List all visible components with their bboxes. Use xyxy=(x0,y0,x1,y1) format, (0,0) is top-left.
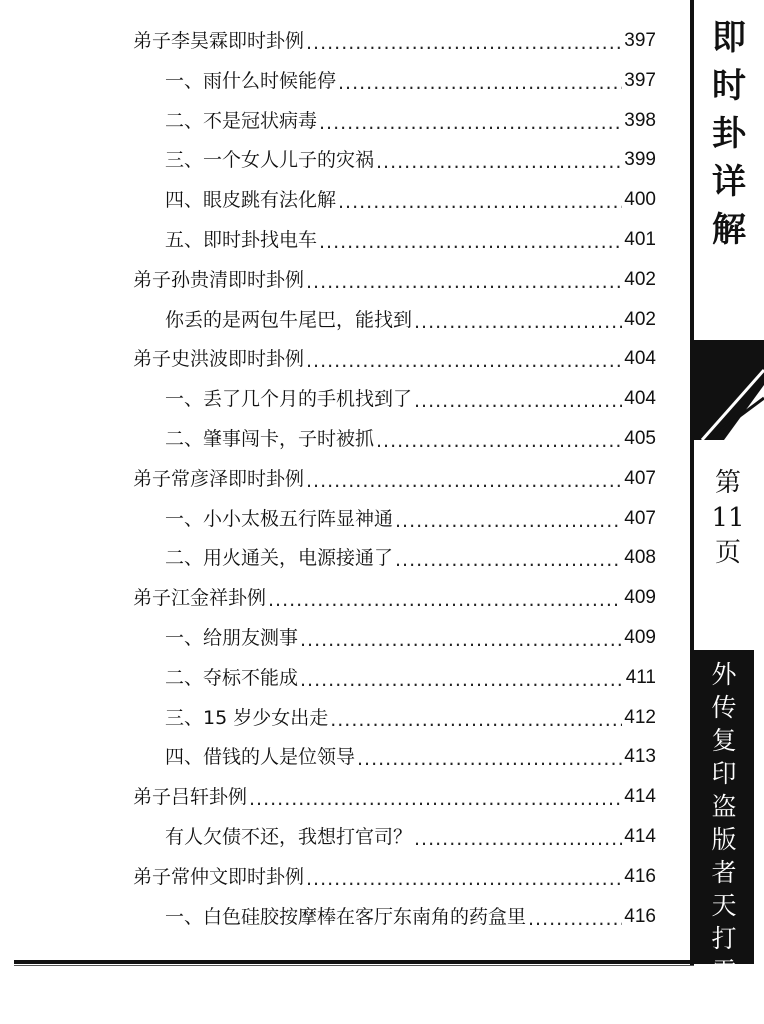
notice-char: 印 xyxy=(711,759,737,788)
toc-subentry xyxy=(165,385,656,411)
toc-subentry xyxy=(165,107,656,133)
copyright-notice-text xyxy=(700,658,748,1021)
toc-entry-title: 弟子吕轩卦例 xyxy=(133,786,248,809)
toc-leader-dots xyxy=(376,152,622,172)
toc-page-number: 412 xyxy=(624,706,656,728)
toc-section-entry xyxy=(133,863,656,889)
toc-page-number: 397 xyxy=(624,30,656,51)
toc-page-number: 409 xyxy=(624,627,656,648)
toc-subentry xyxy=(165,505,656,531)
toc-entry-title: 二、用火通关，电源接通了 xyxy=(165,547,394,570)
toc-leader-dots xyxy=(414,829,622,849)
toc-leader-dots xyxy=(395,511,622,531)
toc-subentry xyxy=(165,226,656,252)
toc-entry-title: 一、丢了几个月的手机找到了 xyxy=(165,388,413,411)
bottom-rule-thin xyxy=(14,965,694,966)
title-char: 时 xyxy=(712,66,746,106)
toc-leader-dots xyxy=(268,590,622,610)
toc-page-number: 414 xyxy=(624,786,656,808)
toc-page-number: 416 xyxy=(624,905,656,927)
page-label-char: 第 xyxy=(714,468,741,498)
toc-leader-dots xyxy=(319,232,622,252)
toc-leader-dots xyxy=(306,869,622,889)
toc-page-number: 401 xyxy=(624,229,656,250)
bottom-rule xyxy=(14,960,694,964)
toc-leader-dots xyxy=(376,431,622,451)
toc-subentry xyxy=(165,67,656,93)
toc-subentry xyxy=(165,823,656,849)
toc-leader-dots xyxy=(319,113,622,133)
toc-section-entry xyxy=(133,465,656,491)
toc-entry-title: 四、眼皮跳有法化解 xyxy=(165,189,337,212)
toc-subentry xyxy=(165,146,656,172)
notice-char: 版 xyxy=(711,825,737,854)
toc-page-number: 414 xyxy=(624,826,656,847)
toc-page-number: 404 xyxy=(624,388,656,410)
toc-entry-title: 弟子常仲文即时卦例 xyxy=(133,865,305,888)
toc-page-number: 408 xyxy=(624,547,656,569)
toc-page-number: 398 xyxy=(624,109,656,131)
toc-leader-dots xyxy=(306,272,622,292)
toc-subentry xyxy=(165,704,656,730)
toc-section-entry xyxy=(133,266,656,292)
copyright-notice-panel xyxy=(694,650,754,1019)
toc-leader-dots xyxy=(300,630,622,650)
toc-page-number: 400 xyxy=(624,189,656,211)
notice-char: 雷 xyxy=(711,957,737,986)
toc-subentry xyxy=(165,624,656,650)
toc-leader-dots xyxy=(306,351,622,371)
toc-entry-title: 一、白色硅胶按摩棒在客厅东南角的药盒里 xyxy=(165,905,527,928)
toc-section-entry xyxy=(133,345,656,371)
toc-page-number: 409 xyxy=(624,587,656,609)
toc-leader-dots xyxy=(338,192,622,212)
toc-leader-dots xyxy=(395,550,622,570)
toc-entry-title: 二、夺标不能成 xyxy=(165,666,299,689)
toc-page-number: 402 xyxy=(624,308,656,330)
toc-entry-title: 一、小小太极五行阵显神通 xyxy=(165,507,394,530)
toc-leader-dots xyxy=(357,749,622,769)
toc-page-number: 399 xyxy=(624,149,656,171)
toc-subentry xyxy=(165,544,656,570)
toc-leader-dots xyxy=(306,33,622,53)
book-title-vertical xyxy=(706,14,752,254)
notice-char: 者 xyxy=(711,858,737,887)
page-label-char: 11 xyxy=(711,503,745,533)
toc-entry-title: 三、一个女人儿子的灾祸 xyxy=(165,149,375,172)
toc-leader-dots xyxy=(306,471,622,491)
toc-entry-title: 一、雨什么时候能停 xyxy=(165,69,337,92)
toc-subentry xyxy=(165,743,656,769)
toc-section-entry xyxy=(133,584,656,610)
decorative-band xyxy=(694,340,764,440)
title-char: 即 xyxy=(712,18,746,58)
toc-leader-dots xyxy=(414,391,622,411)
toc-leader-dots xyxy=(249,789,622,809)
toc-subentry xyxy=(165,186,656,212)
toc-entry-title: 二、不是冠状病毒 xyxy=(165,109,318,132)
toc-leader-dots xyxy=(338,73,622,93)
toc-leader-dots xyxy=(300,670,624,690)
toc-page-number: 407 xyxy=(624,467,656,489)
page-label-char: 页 xyxy=(714,538,741,568)
toc-page-number: 405 xyxy=(624,428,656,449)
toc-entry-title: 弟子常彦泽即时卦例 xyxy=(133,467,305,490)
title-char: 卦 xyxy=(712,114,746,154)
toc-page-number: 404 xyxy=(624,348,656,370)
toc-subentry xyxy=(165,425,656,451)
toc-leader-dots xyxy=(414,312,622,332)
toc-subentry xyxy=(165,664,656,690)
toc-entry-title: 五、即时卦找电车 xyxy=(165,229,318,251)
toc-page-number: 416 xyxy=(624,865,656,887)
page-number-vertical xyxy=(702,466,754,571)
toc-page-number: 397 xyxy=(624,69,656,91)
toc-entry-title: 有人欠债不还，我想打官司？ xyxy=(165,826,413,848)
toc-entry-title: 你丢的是两包牛尾巴，能找到 xyxy=(165,308,413,331)
title-char: 详 xyxy=(712,162,746,202)
notice-char: 外 xyxy=(711,660,737,689)
toc-page-number: 402 xyxy=(624,268,656,290)
notice-char: 打 xyxy=(711,924,737,953)
notice-char: 劈 xyxy=(711,990,737,1019)
side-margin xyxy=(694,0,764,1024)
toc-page-number: 407 xyxy=(624,507,656,529)
notice-char: 复 xyxy=(711,726,737,755)
toc-entry-title: 弟子史洪波即时卦例 xyxy=(133,348,305,371)
toc-leader-dots xyxy=(528,909,622,929)
toc-subentry xyxy=(165,306,656,332)
toc-entry-title: 一、给朋友测事 xyxy=(165,627,299,649)
toc-section-entry xyxy=(133,783,656,809)
toc-entry-title: 二、肇事闯卡，子时被抓 xyxy=(165,428,375,450)
title-char: 解 xyxy=(712,210,746,250)
toc-entry-title: 弟子江金祥卦例 xyxy=(133,587,267,610)
toc-entry-title: 四、借钱的人是位领导 xyxy=(165,746,356,769)
toc-page-number: 411 xyxy=(625,666,656,688)
toc-section-entry xyxy=(133,27,656,53)
toc-entry-title: 三、15 岁少女出走 xyxy=(165,706,329,729)
toc-entry-title: 弟子孙贵清即时卦例 xyxy=(133,268,305,291)
notice-char: 盗 xyxy=(711,792,737,821)
notice-char: 天 xyxy=(711,891,737,920)
toc-leader-dots xyxy=(330,710,622,730)
toc-subentry xyxy=(165,903,656,929)
toc-page-number: 413 xyxy=(624,746,656,768)
notice-char: 传 xyxy=(711,693,737,722)
toc-entry-title: 弟子李昊霖即时卦例 xyxy=(133,30,305,52)
